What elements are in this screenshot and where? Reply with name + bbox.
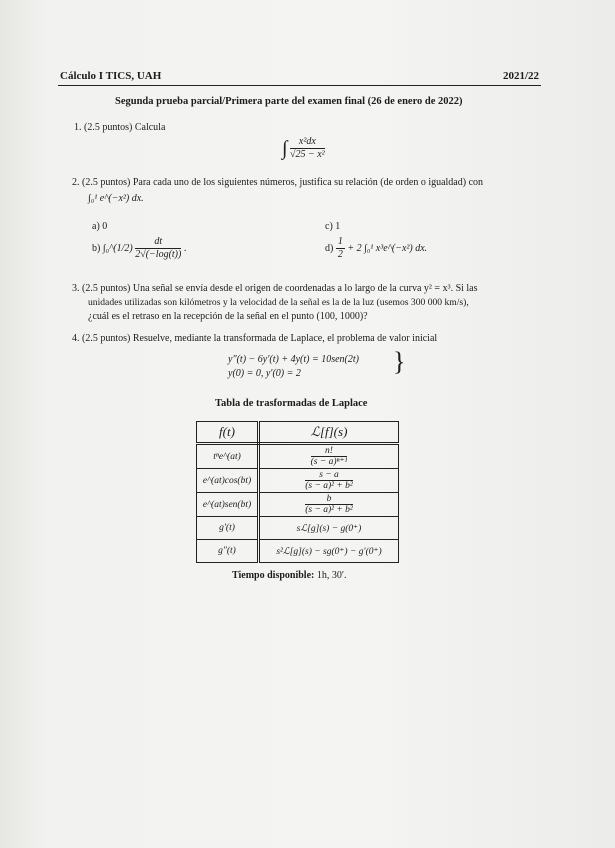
transform-denominator: (s − a)² + b² [305, 505, 353, 515]
option-c: c) 1 [325, 221, 341, 232]
option-d-denominator: 2 [337, 249, 343, 260]
course-header: Cálculo I TICS, UAH [60, 70, 162, 82]
problem-2-number: 2. [72, 177, 80, 188]
laplace-table [196, 421, 399, 563]
option-d [325, 236, 427, 261]
problem-1-text: Calcula [134, 122, 166, 133]
integral-symbol: ∫ [282, 137, 288, 160]
problem-3-line1: Una señal se envía desde el origen de coordenadas a lo largo de la curva y² = x³. Si las [132, 283, 478, 294]
table-title: Tabla de trasformadas de Laplace [215, 398, 368, 409]
academic-year: 2021/22 [502, 70, 539, 82]
row-transform: sℒ[g](s) − g(0⁺) [259, 517, 399, 540]
row-function: tⁿe^(at) [197, 444, 259, 469]
problem-4-number: 4. [72, 333, 80, 344]
option-d-label: d) [325, 242, 334, 254]
problem-1 [74, 121, 165, 134]
row-function: g′(t) [197, 517, 259, 540]
problem-4 [72, 332, 437, 345]
option-b-label: b) [92, 242, 101, 254]
time-available [232, 570, 347, 581]
transform-numerator: s − a [305, 470, 353, 481]
ode-equation: y″(t) − 6y′(t) + 4y(t) = 10sen(2t) [228, 354, 359, 365]
problem-1-points: (2.5 puntos) [84, 122, 133, 133]
row-transform [259, 469, 399, 493]
integrand-numerator: x²dx [290, 136, 325, 149]
problem-1-number: 1. [74, 122, 82, 133]
option-b [92, 236, 186, 261]
table-header-row [197, 422, 399, 444]
problem-3-number: 3. [72, 283, 80, 294]
problem-3-line3: ¿cuál es el retraso en la recepción de la señal en el punto (100, 1000)? [88, 311, 368, 322]
problem-3 [72, 282, 478, 295]
header-rule [58, 85, 541, 86]
problem-2 [72, 176, 483, 189]
time-label: Tiempo disponible: [232, 570, 315, 581]
table-row [197, 469, 399, 493]
row-function: e^(at)sen(bt) [197, 493, 259, 517]
exam-subtitle: Segunda prueba parcial/Primera parte del examen final (26 de enero de 2022) [115, 96, 463, 107]
option-b-dot: . [183, 242, 187, 254]
table-row [197, 444, 399, 469]
problem-4-text: Resuelve, mediante la transformada de Laplace, el problema de valor inicial [132, 333, 438, 344]
transform-denominator: (s − a)² + b² [305, 481, 353, 491]
table-row [197, 540, 399, 563]
system-brace: } [393, 347, 406, 376]
table-row [197, 517, 399, 540]
option-d-numerator: 1 [337, 236, 343, 247]
problem-3-points: (2.5 puntos) [82, 283, 131, 294]
option-d-expression: + 2 ∫₀¹ x³e^(−x²) dx. [347, 242, 428, 254]
option-b-fraction [135, 236, 181, 261]
time-value: 1h, 30′. [316, 570, 347, 581]
transform-numerator: n! [311, 446, 348, 457]
problem-3-line2: unidades utilizadas son kilómetros y la velocidad de la señal es la de la luz (usemos 300 000 km/s), [88, 297, 469, 308]
option-a: a) 0 [92, 221, 108, 232]
integrand-denominator: √25 − x² [289, 149, 325, 160]
option-d-fraction [336, 236, 345, 261]
header-f: f(t) [197, 422, 259, 444]
transform-denominator: (s − a)ⁿ⁺¹ [310, 457, 348, 467]
transform-numerator: b [305, 494, 353, 505]
header-transform: ℒ[f](s) [259, 422, 399, 444]
problem-2-text: Para cada uno de los siguientes números, justifica su relación (de orden o igualdad) con [132, 177, 484, 188]
problem-2-integral: ∫₀¹ e^(−x²) dx. [88, 193, 144, 204]
problem-4-points: (2.5 puntos) [82, 333, 131, 344]
row-function: e^(at)cos(bt) [197, 469, 259, 493]
option-b-denominator: 2√(−log(t)) [135, 249, 182, 260]
row-transform: s²ℒ[g](s) − sg(0⁺) − g′(0⁺) [259, 540, 399, 563]
option-b-integral: ∫₀^(1/2) [102, 242, 133, 254]
option-b-numerator: dt [135, 236, 181, 249]
row-transform [259, 444, 399, 469]
row-transform [259, 493, 399, 517]
table-row [197, 493, 399, 517]
initial-conditions: y(0) = 0, y′(0) = 2 [228, 368, 301, 379]
integrand-fraction [290, 136, 325, 161]
row-function: g″(t) [197, 540, 259, 563]
problem-2-points: (2.5 puntos) [82, 177, 131, 188]
problem-1-integral [282, 136, 325, 161]
